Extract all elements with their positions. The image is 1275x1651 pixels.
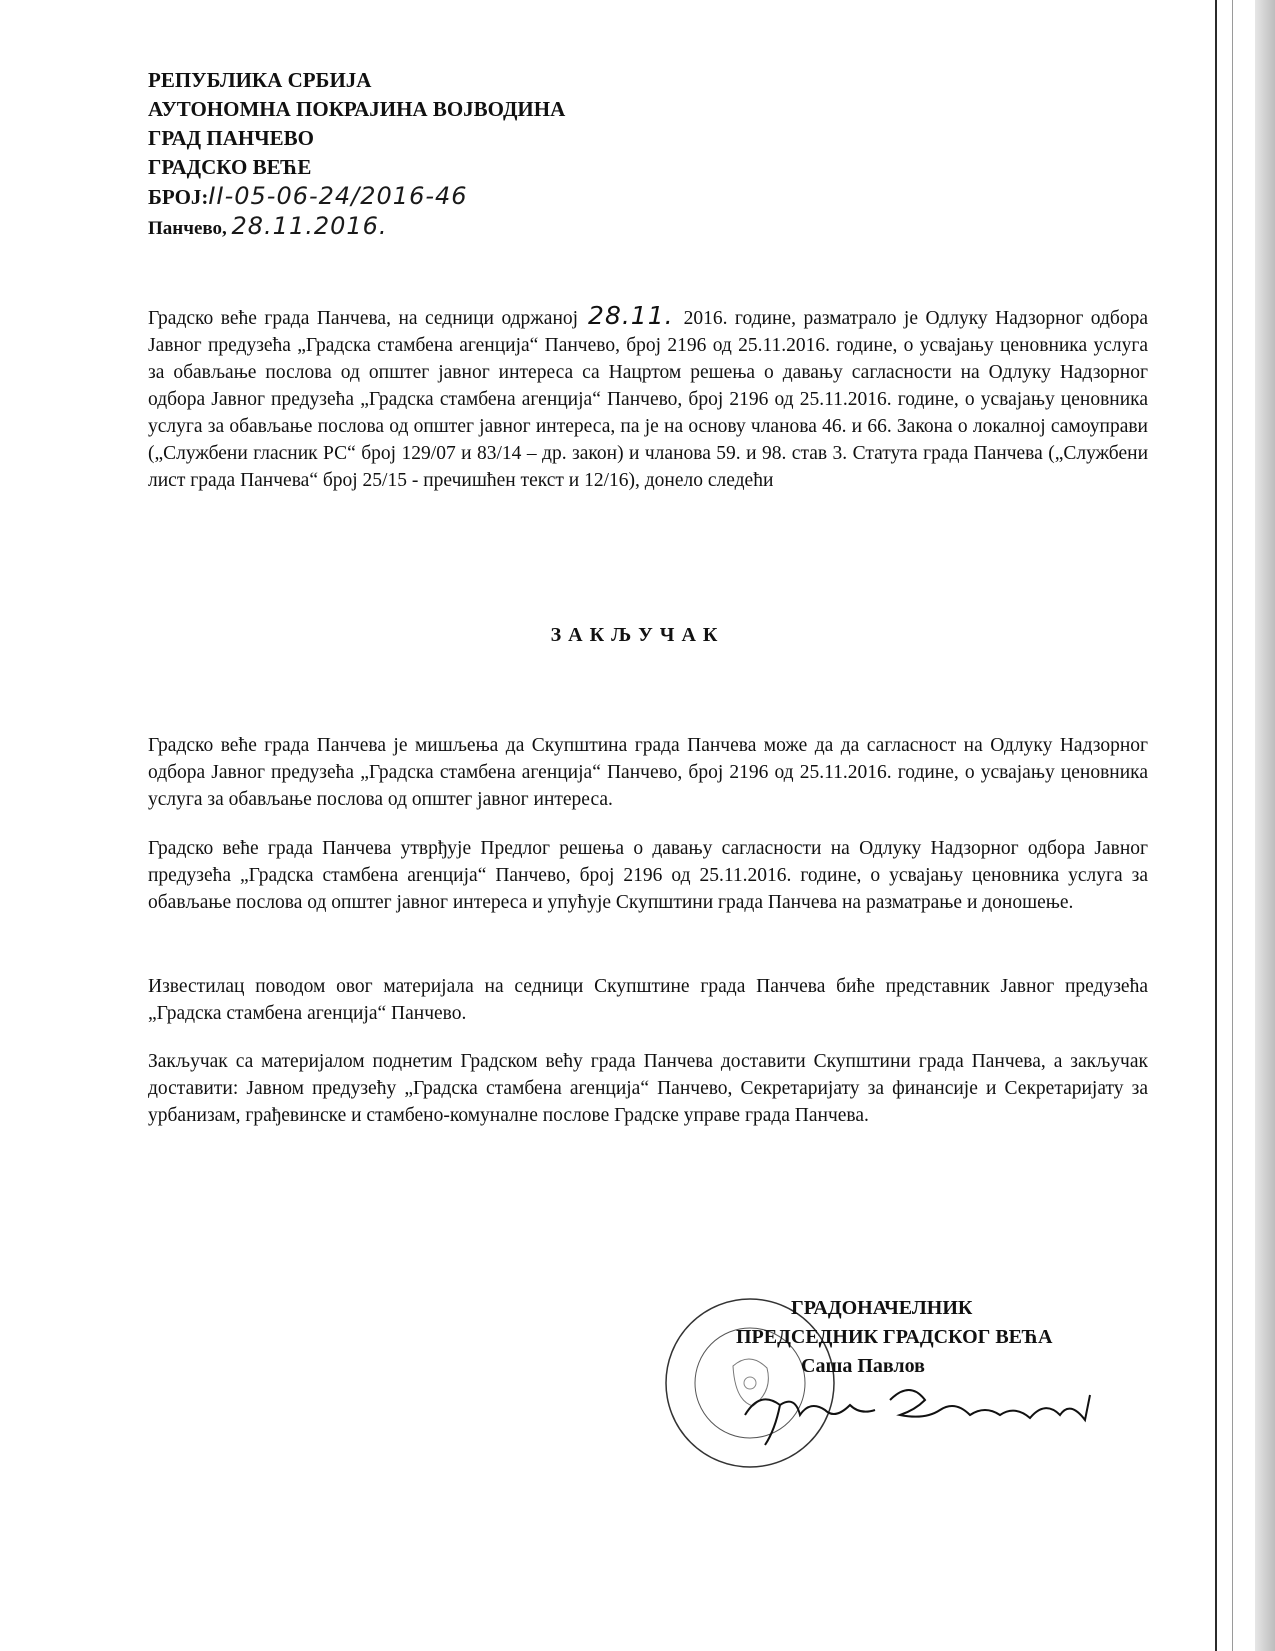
intro-before-date: Градско веће града Панчева, на седници одржаној [148,308,579,329]
header-province: АУТОНОМНА ПОКРАЈИНА ВОЈВОДИНА [148,97,566,121]
handwritten-signature [740,1370,1120,1450]
intro-after-date: 2016. године, разматрало је Одлуку Надзорног одбора Јавног предузећа „Градска стамбена агенција“ Панчево, број 2196 од 25.11.2016. године, о усвајању ценовника услуга за обављање послова од општег јавног интереса са Нацртом решења о давању сагласности на Одлуку Надзорног одбора Јавног предузећа „Градска стамбена агенција“ Панчево, број 2196 од 25.11.2016. године, о усвајању ценовника услуга за обављање послова од општег јавног интереса, па је на основу чланова 46. и 66. Закона о локалној самоуправи („Службени гласник РС“ број 129/07 и 83/14 – др. закон) и чланова 59. и 98. став 3. Статута града Панчева („Службени лист града Панчева“ број 25/15 - пречишћен текст и 12/16), донело следећи [148,308,1148,491]
header-council: ГРАДСКО ВЕЋЕ [148,155,312,179]
scan-edge-line-secondary [1232,0,1233,1651]
intro-date-handwritten: 28.11. [588,301,674,330]
header-place-date [148,212,565,243]
signature-block [736,1294,1052,1381]
place-label: Панчево, [148,218,227,239]
conclusion-paragraph-2: Градско веће града Панчева утврђује Предлог решења о давању сагласности на Одлуку Надзорног одбора Јавног предузећа „Градска стамбена агенција“ Панчево, број 2196 од 25.11.2016. године, о усвајању ценовника услуга за обављање послова од општег јавног интереса и упућује Скупштини града Панчева на разматрање и доношење. [148,838,1148,913]
conclusion-paragraph-4: Закључак са материјалом поднетим Градском већу града Панчева доставити Скупштини града Панчева, а закључак доставити: Јавном предузећу „Градска стамбена агенција“ Панчево, Секретаријату за финансије и Секретаријату за урбанизам, грађевинске и стамбено-комуналне послове Градске управе града Панчева. [148,1051,1148,1126]
scan-edge-line [1215,0,1217,1651]
header-republic: РЕПУБЛИКА СРБИЈА [148,68,372,92]
number-label: БРОЈ: [148,185,209,209]
number-handwritten: II-05-06-24/2016-46 [208,182,468,210]
scan-edge-shadow [1255,0,1275,1651]
intro-paragraph [148,302,1148,494]
signature-name: Саша Павлов [801,1355,925,1377]
conclusion-paragraph-3: Известилац поводом овог материјала на седници Скупштине града Панчева биће представник Јавног предузећа „Градска стамбена агенција“ Панчево. [148,976,1148,1024]
header-city: ГРАД ПАНЧЕВО [148,126,314,150]
document-header [148,66,565,243]
document-title: ЗАКЉУЧАК [550,624,725,646]
date-handwritten: 28.11.2016. [231,212,388,240]
signature-role-president: ПРЕДСЕДНИК ГРАДСКОГ ВЕЋА [736,1326,1053,1348]
header-number [148,182,565,212]
signature-role-mayor: ГРАДОНАЧЕЛНИК [791,1297,973,1319]
conclusion-paragraph-1: Градско веће града Панчева је мишљења да Скупштина града Панчева може да да сагласност на Одлуку Надзорног одбора Јавног предузећа „Градска стамбена агенција“ Панчево, број 2196 од 25.11.2016. године, о усвајању ценовника услуга за обављање послова од општег јавног интереса. [148,735,1148,810]
